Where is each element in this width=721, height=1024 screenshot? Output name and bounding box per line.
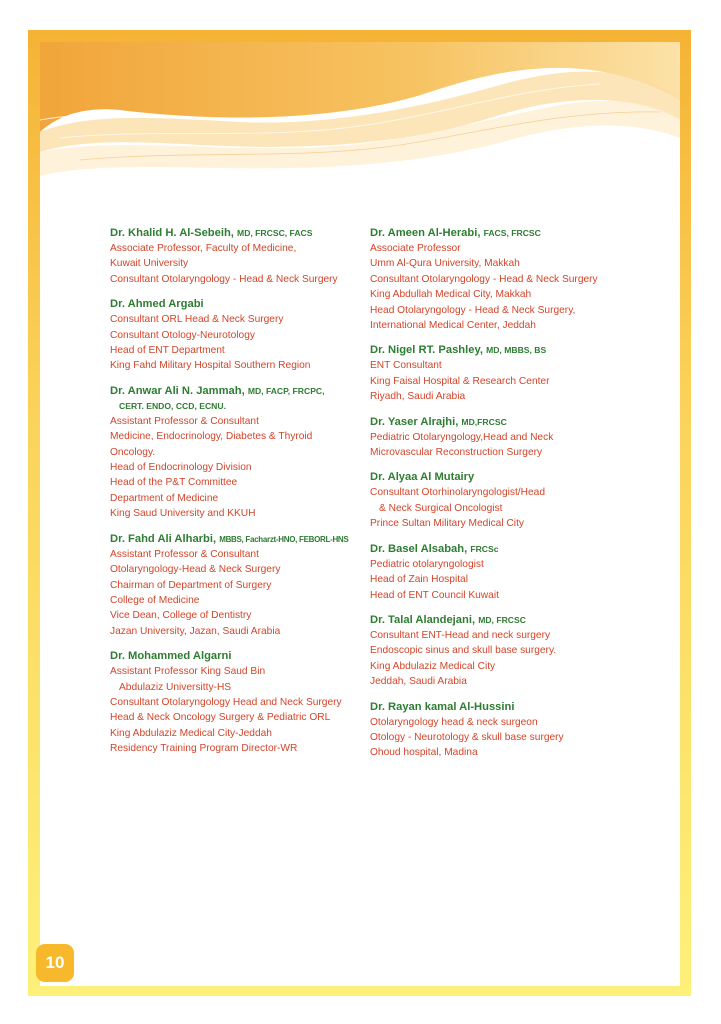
doctor-detail: & Neck Surgical Oncologist	[379, 502, 503, 514]
doctor-detail: Residency Training Program Director-WR	[110, 743, 298, 755]
doctor-detail: Vice Dean, College of Dentistry	[110, 610, 252, 622]
doctor-detail: Consultant Otorhinolaryngologist/Head	[370, 487, 545, 499]
doctor-detail: Assistant Professor & Consultant	[110, 415, 259, 427]
entry-mohammed-algarni	[110, 649, 355, 756]
entry-anwar-jammah	[110, 384, 355, 522]
doctor-name: Dr. Fahd Ali Alharbi, MBBS, Facharzt-HNO, FEBORL-HNS	[110, 532, 349, 545]
doctor-detail: Department of Medicine	[110, 492, 219, 504]
doctor-name: Dr. Ahmed Argabi	[110, 298, 204, 311]
entry-rayan-al-hussini	[370, 700, 615, 761]
right-column	[370, 226, 615, 771]
doctor-credentials: MD, FRCSC, FACS	[237, 228, 313, 238]
doctor-name: Dr. Nigel RT. Pashley, MD, MBBS, BS	[370, 344, 547, 357]
doctor-detail: Consultant Otolaryngology - Head & Neck Surgery	[370, 273, 598, 285]
doctor-credentials: FRCSc	[470, 543, 499, 554]
doctor-credentials: MD,FRCSC	[461, 416, 507, 427]
doctor-detail: Head & Neck Oncology Surgery & Pediatric ORL	[110, 712, 331, 724]
doctor-name: Dr. Anwar Ali N. Jammah, MD, FACP, FRCPC, CERT. ENDO, CCD, ECNU.	[110, 384, 355, 414]
doctor-name: Dr. Khalid H. Al-Sebeih, MD, FRCSC, FACS	[110, 227, 313, 239]
doctor-name: Dr. Talal Alandejani, MD, FRCSC	[370, 613, 526, 626]
doctor-name: Dr. Yaser Alrajhi, MD,FRCSC	[370, 415, 507, 428]
doctor-name: Dr. Ameen Al-Herabi, FACS, FRCSC	[370, 227, 541, 239]
doctor-detail: Endoscopic sinus and skull base surgery.	[370, 645, 557, 657]
doctor-detail: King Fahd Military Hospital Southern Region	[110, 360, 311, 372]
entry-ahmed-argabi	[110, 297, 355, 374]
doctor-name: Dr. Rayan kamal Al-Hussini	[370, 700, 515, 713]
doctor-name: Dr. Mohammed Algarni	[110, 650, 232, 663]
doctor-detail: Assistant Professor & Consultant	[110, 548, 259, 560]
doctor-detail: Head Otolaryngology - Head & Neck Surgery,	[370, 304, 576, 316]
doctor-detail: Abdulaziz Universitty-HS	[119, 681, 232, 693]
doctor-credentials: FACS, FRCSC	[483, 228, 541, 238]
doctor-detail: Consultant ENT-Head and neck surgery	[370, 629, 551, 641]
doctor-detail: Riyadh, Saudi Arabia	[370, 391, 466, 403]
doctor-detail: Jeddah, Saudi Arabia	[370, 676, 467, 688]
doctor-detail: King Abdulaziz Medical City-Jeddah	[110, 727, 272, 739]
doctor-detail: King Faisal Hospital & Research Center	[370, 375, 550, 387]
doctor-detail: Pediatric Otolaryngology,Head and Neck	[370, 431, 554, 443]
doctor-detail: Pediatric otolaryngologist	[370, 558, 484, 570]
doctor-detail: Assistant Professor King Saud Bin	[110, 666, 266, 678]
doctor-detail: Otolaryngology head & neck surgeon	[370, 716, 538, 728]
page-number-badge: 10	[36, 944, 74, 982]
left-column	[110, 226, 355, 767]
doctor-detail: Head of ENT Council Kuwait	[370, 589, 499, 601]
doctor-credentials: MD, FACP, FRCPC,	[247, 385, 325, 396]
doctor-detail: King Abdulaziz Medical City	[370, 660, 496, 672]
entry-talal-alandejani	[370, 613, 615, 690]
entry-basel-alsabah	[370, 542, 615, 603]
entry-yaser-alrajhi	[370, 415, 615, 461]
doctor-name: Dr. Alyaa Al Mutairy	[370, 471, 475, 484]
doctor-detail: Otolaryngology-Head & Neck Surgery	[110, 564, 281, 576]
doctor-detail: Otology - Neurotology & skull base surgery	[370, 731, 564, 743]
doctor-detail: Kuwait University	[110, 258, 189, 270]
doctor-detail: Head of Zain Hospital	[370, 574, 468, 586]
doctor-detail: King Saud University and KKUH	[110, 508, 256, 520]
entry-fahd-alharbi	[110, 532, 355, 639]
doctor-detail: ENT Consultant	[370, 360, 442, 372]
doctor-detail: Jazan University, Jazan, Saudi Arabia	[110, 625, 281, 637]
doctor-detail: Consultant Otolaryngology - Head & Neck Surgery	[110, 273, 338, 285]
doctor-detail: Consultant Otolaryngology Head and Neck Surgery	[110, 696, 342, 708]
doctor-credentials: MBBS, Facharzt-HNO, FEBORL-HNS	[219, 534, 349, 544]
doctor-credentials: MD, MBBS, BS	[486, 345, 547, 356]
entry-ameen-al-herabi	[370, 226, 615, 333]
doctor-detail: Oncology.	[110, 446, 156, 458]
doctor-detail: Microvascular Reconstruction Surgery	[370, 447, 543, 459]
doctor-detail: College of Medicine	[110, 594, 200, 606]
doctor-detail: Head of Endocrinology Division	[110, 462, 252, 474]
doctor-detail: Umm Al-Qura University, Makkah	[370, 258, 520, 270]
doctor-detail: King Abdullah Medical City, Makkah	[370, 289, 532, 301]
doctor-detail: Consultant Otology-Neurotology	[110, 329, 255, 341]
doctor-detail: Associate Professor, Faculty of Medicine,	[110, 243, 297, 254]
entry-nigel-pashley	[370, 343, 615, 404]
doctor-detail: Associate Professor	[370, 243, 461, 254]
doctor-detail: Head of the P&T Committee	[110, 477, 238, 489]
doctor-detail: Chairman of Department of Surgery	[110, 579, 272, 591]
doctor-detail: Consultant ORL Head & Neck Surgery	[110, 314, 284, 326]
doctor-detail: Prince Sultan Military Medical City	[370, 518, 524, 530]
doctor-credentials: MD, FRCSC	[478, 614, 526, 625]
doctor-name: Dr. Basel Alsabah, FRCSc	[370, 542, 499, 555]
doctor-detail: International Medical Center, Jeddah	[370, 320, 536, 332]
doctor-detail: Ohoud hospital, Madina	[370, 747, 478, 759]
entry-khalid-al-sebeih	[110, 226, 355, 287]
entry-alyaa-al-mutairy	[370, 470, 615, 531]
doctor-detail: Head of ENT Department	[110, 345, 225, 357]
doctor-credentials-continued: CERT. ENDO, CCD, ECNU.	[119, 400, 226, 411]
doctor-detail: Medicine, Endocrinology, Diabetes & Thyroid	[110, 431, 313, 443]
